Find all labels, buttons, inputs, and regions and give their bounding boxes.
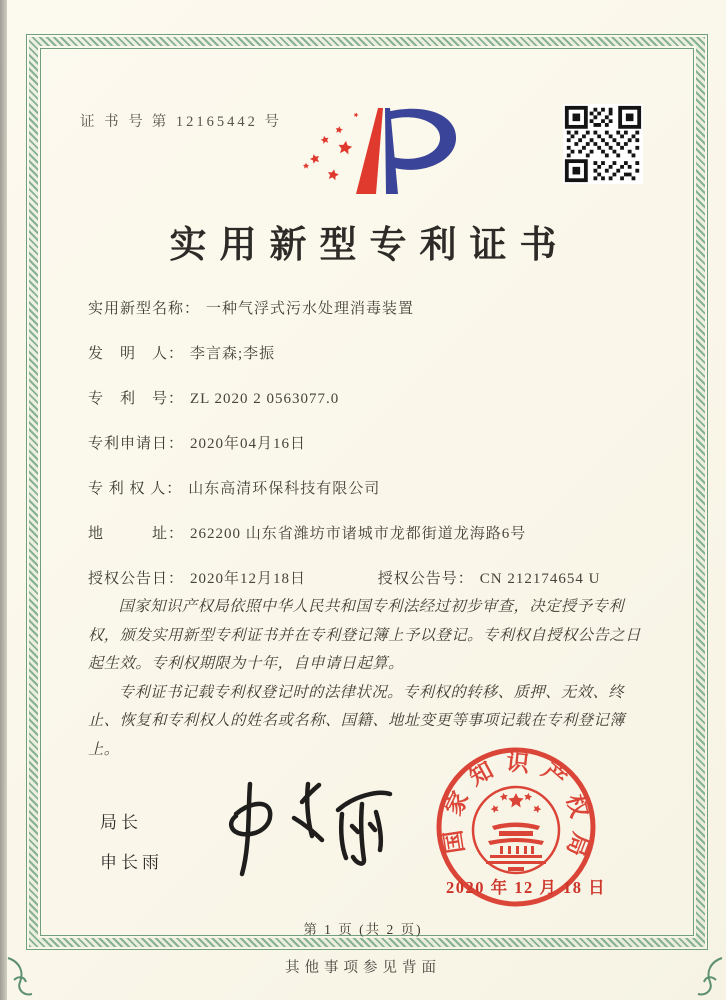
field-inventors [88, 342, 658, 365]
field-address [88, 522, 658, 545]
field-label: 发 明 人： [88, 346, 185, 362]
field-value: CN 212174654 U [479, 571, 601, 587]
commissioner-signature [192, 778, 402, 883]
legal-paragraph: 国家知识产权局依照中华人民共和国专利法经过初步审查，决定授予专利权，颁发实用新型专利证书并在专利登记簿上予以登记。专利权自授权公告之日起生效。专利权期限为十年，自申请日起算。 [88, 598, 641, 673]
certificate-number-label: 证 书 号 [80, 114, 146, 130]
field-grant-date [88, 567, 374, 588]
certificate-number-value: 第 12165442 号 [151, 114, 282, 130]
field-label: 专 利 号： [88, 391, 185, 407]
commissioner-name: 申长雨 [100, 853, 163, 872]
field-value: 李言森;李振 [190, 346, 276, 362]
field-utility-model-name [88, 297, 658, 320]
field-value: 一种气浮式污水处理消毒装置 [206, 301, 415, 317]
field-value: ZL 2020 2 0563077.0 [190, 391, 340, 407]
field-filing-date [88, 432, 658, 455]
legal-paragraph: 专利证书记载专利权登记时的法律状况。专利权的转移、质押、无效、终止、恢复和专利权人的姓名或名称、国籍、地址变更等事项记载在专利登记簿上。 [88, 683, 626, 758]
commissioner-block [100, 808, 163, 873]
qr-code [563, 104, 643, 184]
field-value: 2020年12月18日 [190, 571, 307, 587]
scan-edge-artifact [0, 0, 7, 1000]
field-value: 山东高清环保科技有限公司 [188, 481, 381, 497]
national-emblem-icon [486, 792, 546, 871]
field-label: 实用新型名称： [88, 301, 201, 317]
field-label: 授权公告日： [88, 571, 185, 587]
seal-text: 国家知识产权局 [438, 749, 595, 870]
seal-date: 2020 年 12 月 18 日 [446, 878, 607, 897]
field-label: 专 利 权 人： [88, 481, 183, 497]
field-value: 262200 山东省潍坊市诸城市龙都街道龙海路6号 [190, 526, 527, 542]
certificate-fields [88, 297, 658, 612]
field-patentee [88, 477, 658, 500]
field-value: 2020年04月16日 [190, 436, 307, 452]
field-grant-row [88, 567, 658, 590]
legal-text [88, 593, 646, 765]
field-label: 授权公告号： [377, 571, 474, 587]
page-number: 第 1 页 (共 2 页) [303, 922, 423, 937]
commissioner-title: 局长 [100, 813, 142, 832]
field-label: 专利申请日： [88, 436, 185, 452]
certificate-title: 实用新型专利证书 [169, 225, 570, 266]
field-patent-number [88, 387, 658, 410]
back-side-note: 其他事项参见背面 [285, 960, 441, 976]
field-grant-number [378, 567, 601, 588]
cnipa-logo-icon [298, 102, 468, 197]
field-label: 地 址： [88, 526, 185, 542]
certificate-number [80, 110, 282, 131]
